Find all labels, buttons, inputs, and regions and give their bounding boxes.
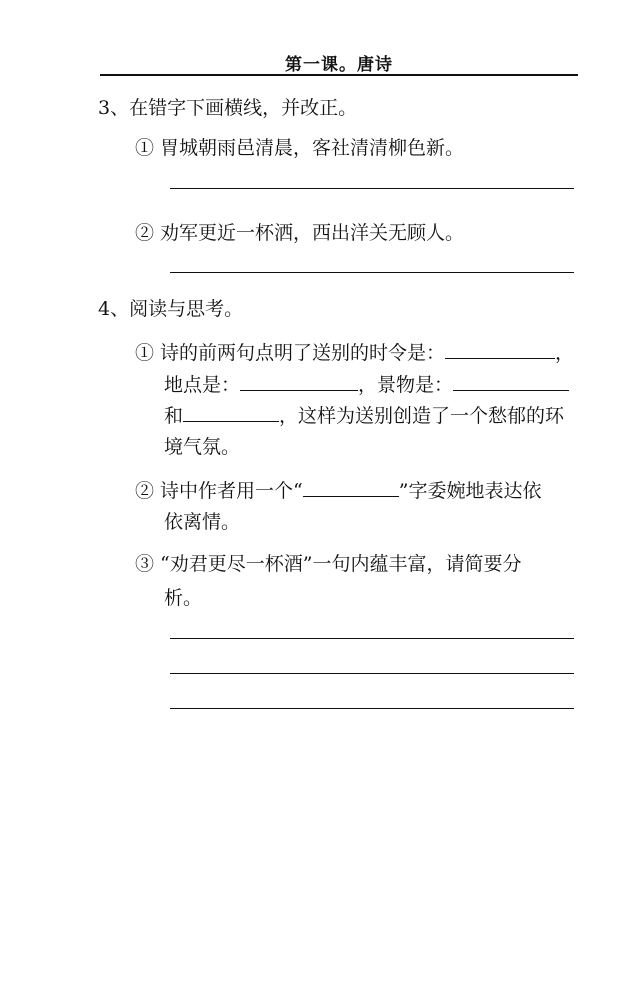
fill-blank-location[interactable] [240,372,358,391]
question-4-sub-3-line-a: ③ “劝君更尽一杯酒”一句内蕴丰富，请简要分 [135,553,522,575]
question-4-sub-3-line-b: 析。 [164,587,203,609]
fill-blank-scenery-1[interactable] [453,372,569,391]
question-3-title: 3、在错字下画横线，并改正。 [98,97,358,119]
question-4-sub-1-line-c [164,403,564,428]
answer-line-4-3-3[interactable] [170,708,574,709]
sub-1-text-a: ① 诗的前两句点明了送别的时令是： [135,342,446,364]
question-4-sub-2-line-a [135,478,541,503]
sub-1-text-c-end: ，这样为送别创造了一个愁郁的环 [279,405,565,427]
question-3-item-1: ① 胃城朝雨邑清晨，客社清清柳色新。 [135,137,465,159]
sub-1-text-a-end: ， [555,342,575,364]
header-rule [100,74,578,76]
answer-line-4-3-1[interactable] [170,638,574,639]
answer-line-4-3-2[interactable] [170,673,574,674]
answer-line-3-2[interactable] [170,272,574,273]
fill-blank-season[interactable] [445,340,555,359]
answer-line-3-1[interactable] [170,188,574,189]
page-header-title: 第一课。唐诗 [285,55,393,75]
question-4-sub-1-line-d: 境气氛。 [164,436,241,458]
fill-blank-character[interactable] [303,478,399,497]
sub-1-text-c: 和 [164,405,184,427]
sub-2-text-a-end: ”字委婉地表达依 [398,480,542,502]
sub-1-text-b-mid: ，景物是： [358,374,454,396]
question-4-title: 4、阅读与思考。 [98,298,244,320]
fill-blank-scenery-2[interactable] [183,403,279,422]
question-4-sub-1-line-b [164,372,569,397]
question-3-item-2: ② 劝军更近一杯洒，西出洋关无顾人。 [135,222,465,244]
question-4-sub-2-line-b: 依离情。 [164,511,241,533]
question-4-sub-1-line-a [135,340,574,365]
sub-1-text-b: 地点是： [164,374,241,396]
sub-2-text-a: ② 诗中作者用一个“ [135,480,303,502]
